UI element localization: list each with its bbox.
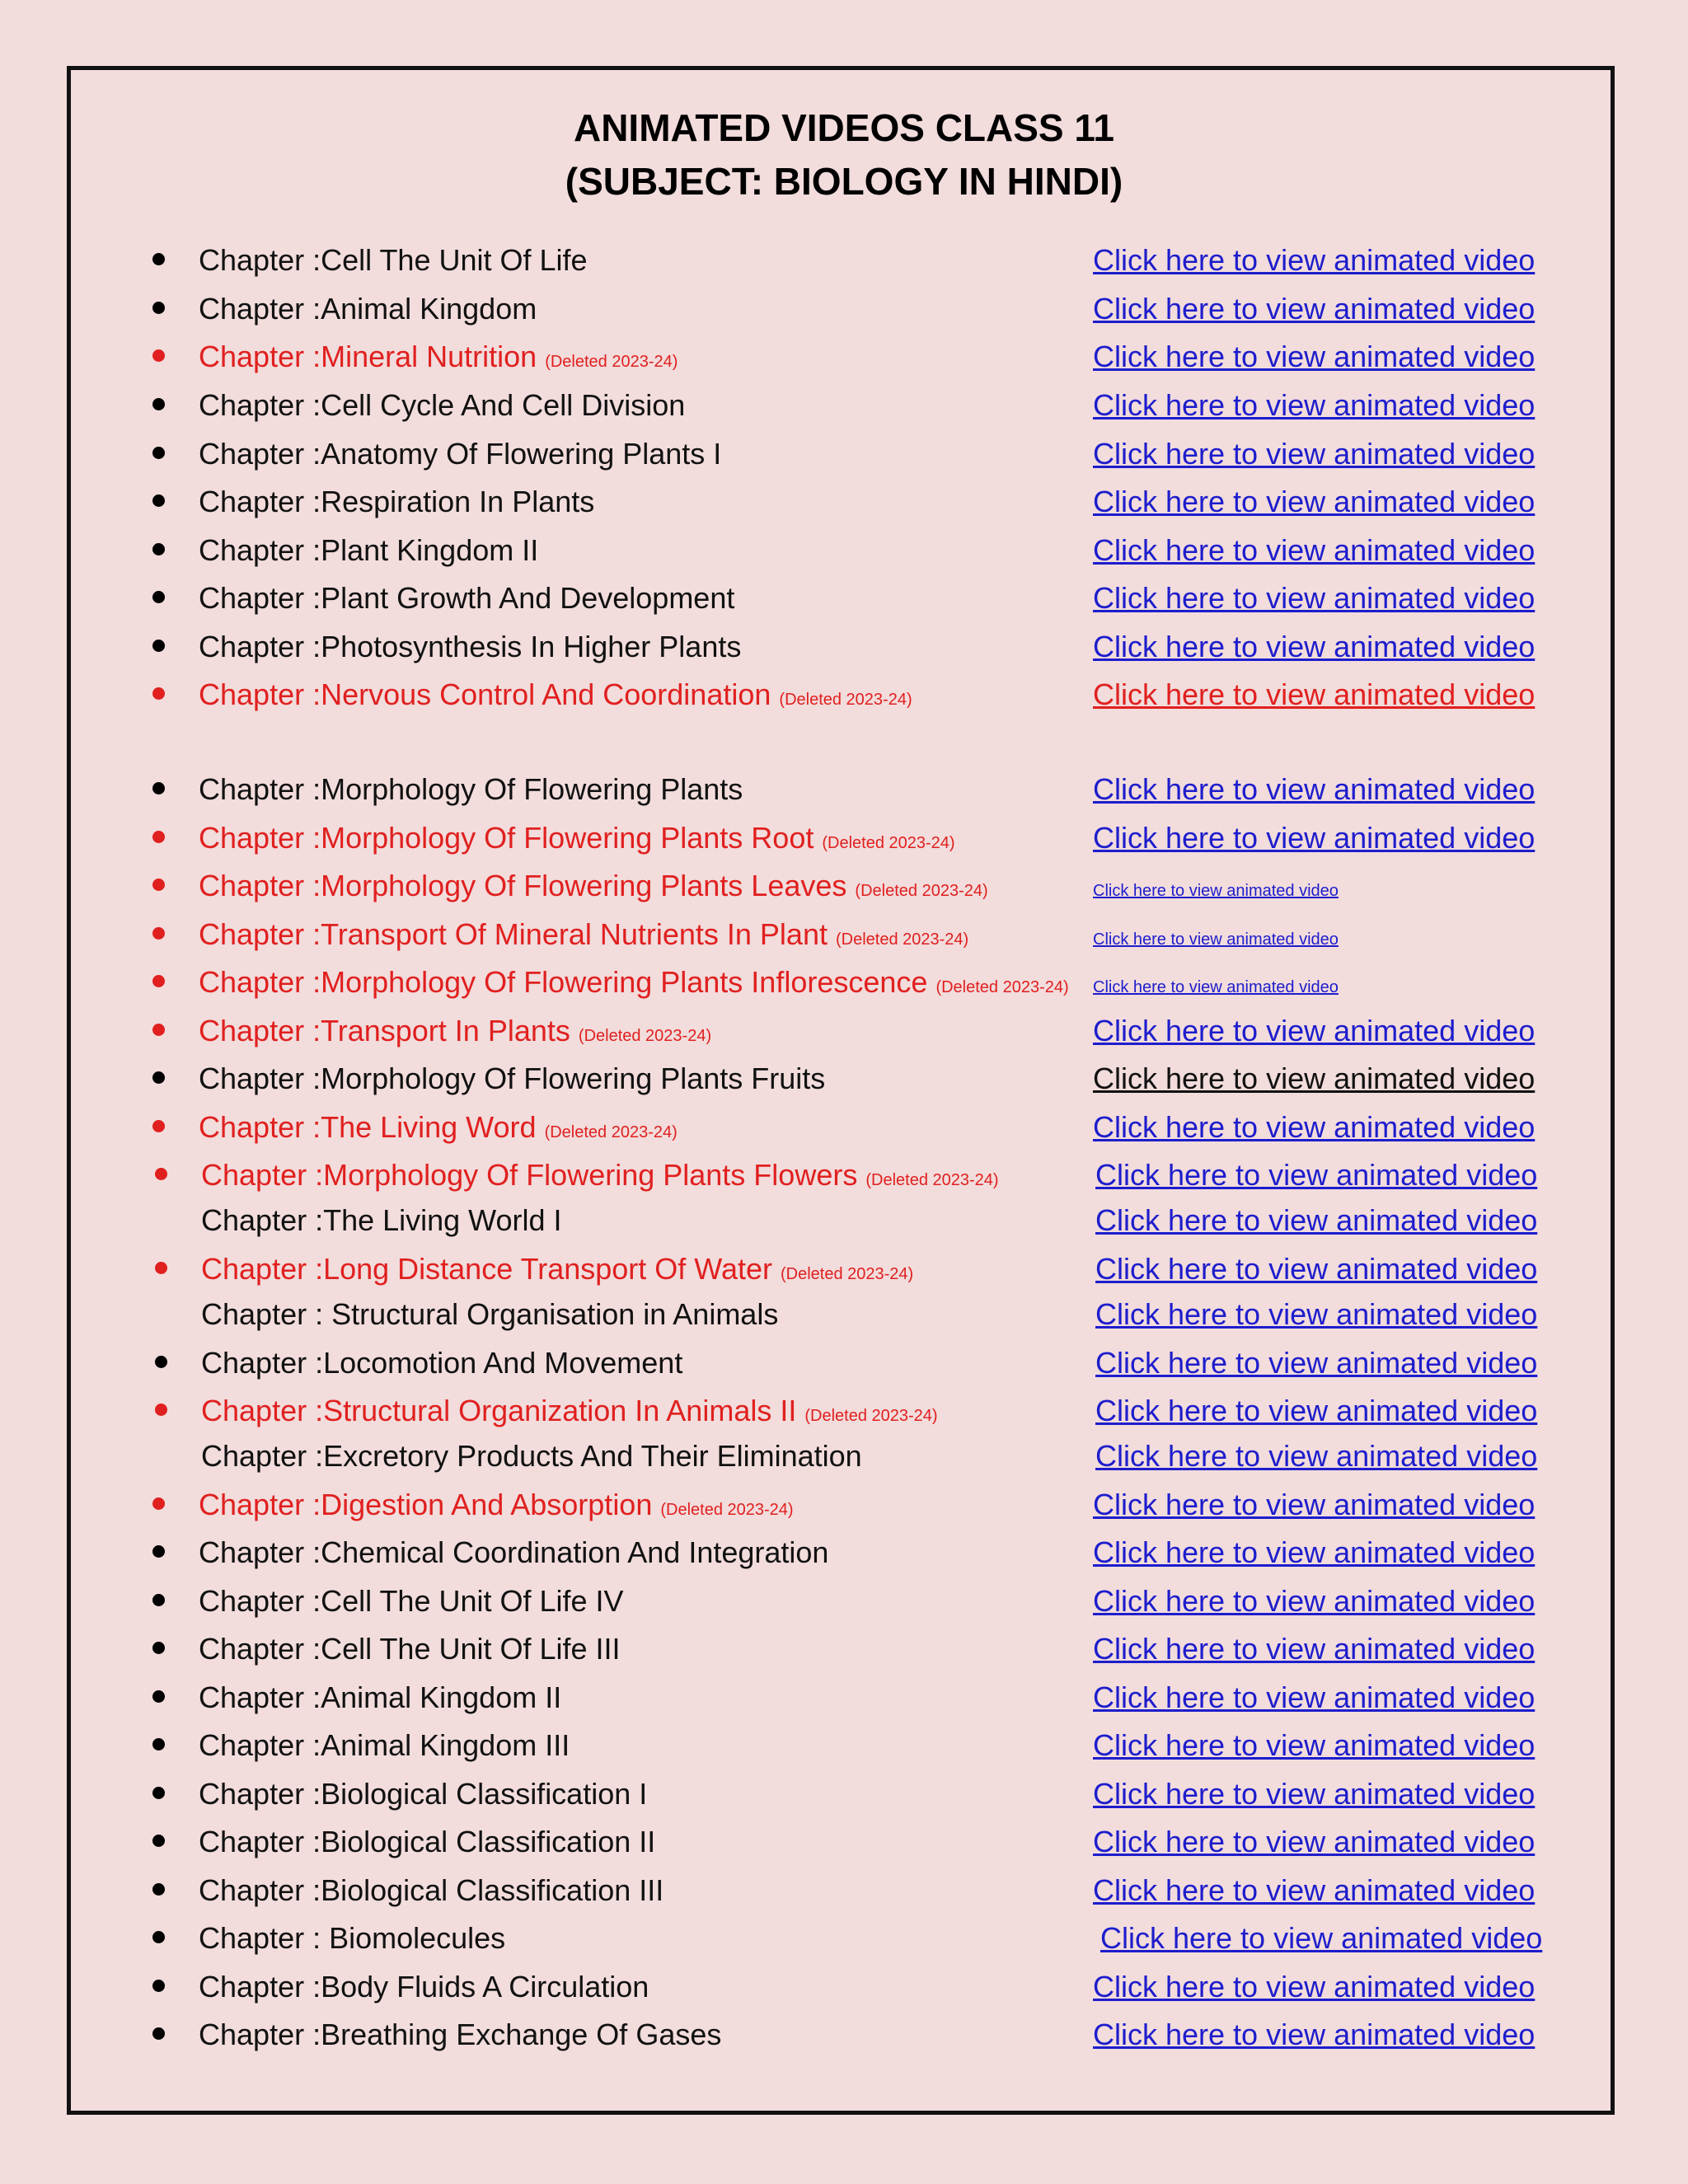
view-video-link[interactable]: Click here to view animated video <box>1093 1488 1536 1521</box>
deleted-note: (Deleted 2023-24) <box>545 353 678 371</box>
chapter-title <box>199 1972 649 2002</box>
chapter-title <box>199 871 988 901</box>
chapter-label: Chapter :Locomotion And Movement <box>201 1346 683 1380</box>
list-item <box>0 1629 1688 1671</box>
list-item <box>0 531 1688 572</box>
deleted-note: (Deleted 2023-24) <box>822 834 955 852</box>
chapter-label: Chapter :Structural Organization In Animals II <box>201 1394 797 1427</box>
list-item <box>0 963 1688 1004</box>
deleted-note: (Deleted 2023-24) <box>855 882 988 900</box>
chapter-label: Chapter :Animal Kingdom II <box>199 1680 562 1714</box>
view-video-link[interactable]: Click here to view animated video <box>1100 1921 1543 1955</box>
chapter-title <box>201 1203 562 1237</box>
view-video-link[interactable]: Click here to view animated video <box>1093 388 1536 422</box>
list-item <box>0 1726 1688 1767</box>
view-video-link[interactable]: Click here to view animated video <box>1095 1297 1538 1331</box>
list-item <box>0 241 1688 282</box>
chapter-label: Chapter :Cell The Unit Of Life IV <box>199 1584 624 1618</box>
bullet-icon <box>152 879 165 891</box>
list-item <box>0 1582 1688 1623</box>
view-video-link[interactable]: Click here to view animated video <box>1093 1873 1536 1907</box>
view-video-link[interactable]: Click here to view animated video <box>1093 485 1536 518</box>
list-item <box>0 1295 1688 1336</box>
list-item <box>0 1011 1688 1052</box>
view-video-link[interactable]: Click here to view animated video <box>1093 930 1339 949</box>
chapter-title <box>201 1297 779 1331</box>
chapter-title <box>201 1441 862 1471</box>
view-video-link[interactable]: Click here to view animated video <box>1093 1970 1536 2004</box>
deleted-note: (Deleted 2023-24) <box>779 691 912 709</box>
bullet-icon <box>152 398 165 410</box>
view-video-link[interactable]: Click here to view animated video <box>1093 630 1536 663</box>
chapter-label: Chapter :Anatomy Of Flowering Plants I <box>199 437 722 471</box>
chapter-title <box>199 677 912 711</box>
view-video-link[interactable]: Click here to view animated video <box>1093 1062 1536 1095</box>
deleted-note: (Deleted 2023-24) <box>578 1027 712 1045</box>
bullet-icon <box>152 349 165 362</box>
chapter-title <box>201 1160 999 1190</box>
bullet-icon <box>152 1883 165 1896</box>
view-video-link[interactable]: Click here to view animated video <box>1095 1158 1538 1192</box>
list-item <box>0 818 1688 860</box>
chapter-label: Chapter :Plant Growth And Development <box>199 581 735 615</box>
chapter-label: Chapter : Biomolecules <box>199 1921 506 1955</box>
bullet-icon <box>155 1404 167 1416</box>
bullet-icon <box>152 1642 165 1654</box>
list-item <box>0 915 1688 956</box>
list-item <box>0 1678 1688 1719</box>
view-video-link[interactable]: Click here to view animated video <box>1093 2018 1536 2051</box>
view-video-link[interactable]: Click here to view animated video <box>1093 581 1536 615</box>
chapter-title <box>199 1873 664 1907</box>
chapter-label: Chapter :Cell The Unit Of Life <box>199 243 588 277</box>
chapter-label: Chapter :Transport In Plants <box>199 1014 570 1047</box>
chapter-label: Chapter :The Living World I <box>201 1203 562 1237</box>
chapter-label: Chapter :Mineral Nutrition <box>199 340 537 373</box>
list-item <box>0 627 1688 668</box>
list-item <box>0 675 1688 716</box>
bullet-icon <box>152 494 165 507</box>
chapter-label: Chapter :Animal Kingdom III <box>199 1728 570 1762</box>
bullet-icon <box>152 1594 165 1606</box>
chapter-title <box>199 772 743 806</box>
deleted-note: (Deleted 2023-24) <box>660 1501 794 1519</box>
view-video-link[interactable]: Click here to view animated video <box>1093 1110 1536 1144</box>
bullet-icon <box>152 1024 165 1036</box>
chapter-label: Chapter :Biological Classification III <box>199 1873 664 1907</box>
view-video-link[interactable]: Click here to view animated video <box>1093 533 1536 567</box>
bullet-icon <box>152 591 165 603</box>
bullet-icon <box>152 253 165 265</box>
bullet-icon <box>152 302 165 314</box>
chapter-title <box>199 1779 647 1809</box>
chapter-title <box>199 632 741 662</box>
view-video-link[interactable]: Click here to view animated video <box>1095 1203 1538 1237</box>
deleted-note: (Deleted 2023-24) <box>804 1407 938 1425</box>
view-video-link[interactable]: Click here to view animated video <box>1095 1439 1538 1473</box>
chapter-title <box>199 1535 829 1569</box>
list-item <box>0 1919 1688 1960</box>
bullet-icon <box>152 1980 165 1992</box>
chapter-title <box>199 2020 721 2050</box>
chapter-label: Chapter :Nervous Control And Coordination <box>199 677 771 711</box>
list-item <box>0 1201 1688 1242</box>
view-video-link[interactable]: Click here to view animated video <box>1093 1632 1536 1666</box>
list-item <box>0 289 1688 330</box>
view-video-link[interactable]: Click here to view animated video <box>1093 1825 1536 1858</box>
chapter-label: Chapter :Cell The Unit Of Life III <box>199 1632 621 1666</box>
list-item <box>0 1391 1688 1432</box>
chapter-label: Chapter :Animal Kingdom <box>199 292 537 326</box>
bullet-icon <box>155 1262 167 1274</box>
chapter-label: Chapter :Respiration In Plants <box>199 485 595 518</box>
chapter-title <box>199 294 537 324</box>
chapter-title <box>199 1634 621 1664</box>
chapter-label: Chapter :Morphology Of Flowering Plants Flowers <box>201 1158 858 1192</box>
chapter-label: Chapter : Structural Organisation in Animals <box>201 1297 779 1331</box>
chapter-title <box>199 1921 506 1955</box>
list-item <box>0 386 1688 427</box>
chapter-title <box>199 1728 570 1762</box>
chapter-title <box>199 1827 655 1857</box>
deleted-note: (Deleted 2023-24) <box>544 1123 678 1141</box>
view-video-link[interactable]: Click here to view animated video <box>1093 772 1536 806</box>
chapter-label: Chapter :Transport Of Mineral Nutrients In Plant <box>199 917 828 951</box>
chapter-title <box>199 1490 794 1520</box>
chapter-label: Chapter :Photosynthesis In Higher Plants <box>199 630 742 663</box>
bullet-icon <box>152 447 165 459</box>
view-video-link[interactable]: Click here to view animated video <box>1093 292 1536 326</box>
view-video-link[interactable]: Click here to view animated video <box>1093 1014 1536 1047</box>
list-item <box>0 1485 1688 1526</box>
bullet-icon <box>152 1497 165 1510</box>
chapter-label: Chapter :Cell Cycle And Cell Division <box>199 388 686 422</box>
chapter-label: Chapter :Biological Classification II <box>199 1825 656 1858</box>
bullet-icon <box>152 1071 165 1084</box>
chapter-label: Chapter :Breathing Exchange Of Gases <box>199 2018 722 2051</box>
bullet-icon <box>152 927 165 940</box>
list-item <box>0 2015 1688 2056</box>
list-item <box>0 337 1688 378</box>
list-item <box>0 1774 1688 1816</box>
chapter-label: Chapter :Morphology Of Flowering Plants Inflorescence <box>199 965 928 999</box>
chapter-label: Chapter :Chemical Coordination And Integration <box>199 1535 829 1569</box>
chapter-label: Chapter :Morphology Of Flowering Plants <box>199 772 743 806</box>
list-item <box>0 1436 1688 1478</box>
bullet-icon <box>152 975 165 987</box>
view-video-link[interactable]: Click here to view animated video <box>1095 1394 1538 1427</box>
deleted-note: (Deleted 2023-24) <box>836 930 969 949</box>
bullet-icon <box>152 543 165 555</box>
bullet-icon <box>152 831 165 843</box>
bullet-icon <box>152 1835 165 1847</box>
view-video-link[interactable]: Click here to view animated video <box>1093 437 1536 471</box>
view-video-link[interactable]: Click here to view animated video <box>1095 1252 1538 1286</box>
list-item <box>0 1108 1688 1149</box>
bullet-icon <box>152 687 165 700</box>
chapter-title <box>201 1396 938 1426</box>
bullet-icon <box>152 1120 165 1132</box>
view-video-link[interactable]: Click here to view animated video <box>1093 1680 1536 1714</box>
chapter-label: Chapter :Long Distance Transport Of Water <box>201 1252 772 1286</box>
view-video-link[interactable]: Click here to view animated video <box>1093 243 1536 277</box>
chapter-label: Chapter :Digestion And Absorption <box>199 1488 653 1521</box>
view-video-link[interactable]: Click here to view animated video <box>1093 1777 1536 1811</box>
chapter-title <box>199 965 1069 999</box>
list-item <box>0 579 1688 620</box>
bullet-icon <box>152 782 165 794</box>
chapter-title <box>199 243 588 277</box>
chapter-title <box>199 1064 825 1094</box>
bullet-icon <box>152 1690 165 1703</box>
bullet-icon <box>152 1738 165 1750</box>
deleted-note: (Deleted 2023-24) <box>865 1171 999 1189</box>
view-video-link[interactable]: Click here to view animated video <box>1093 340 1536 373</box>
bullet-icon <box>155 1356 167 1368</box>
view-video-link[interactable]: Click here to view animated video <box>1093 978 1339 996</box>
view-video-link[interactable]: Click here to view animated video <box>1093 1535 1536 1569</box>
list-item <box>0 482 1688 523</box>
view-video-link[interactable]: Click here to view animated video <box>1093 882 1339 900</box>
chapter-title <box>199 388 686 422</box>
bullet-icon <box>152 1931 165 1943</box>
chapter-title <box>199 487 594 517</box>
list-item <box>0 1249 1688 1291</box>
list-item <box>0 1059 1688 1100</box>
chapter-title <box>199 1586 624 1616</box>
list-item <box>0 770 1688 811</box>
view-video-link[interactable]: Click here to view animated video <box>1095 1346 1538 1380</box>
chapter-title <box>201 1348 682 1378</box>
chapter-title <box>199 342 678 372</box>
chapter-title <box>199 583 734 613</box>
list-item <box>0 1533 1688 1574</box>
chapter-title <box>199 1680 562 1714</box>
chapter-label: Chapter :Morphology Of Flowering Plants Fruits <box>199 1062 826 1095</box>
chapter-label: Chapter :Excretory Products And Their Elimination <box>201 1439 862 1473</box>
bullet-icon <box>152 1787 165 1799</box>
view-video-link[interactable]: Click here to view animated video <box>1093 677 1536 711</box>
bullet-icon <box>152 640 165 652</box>
chapter-label: Chapter :The Living Word <box>199 1110 537 1144</box>
chapter-title <box>199 1110 678 1144</box>
chapter-title <box>199 533 539 567</box>
chapter-label: Chapter :Plant Kingdom II <box>199 533 539 567</box>
chapter-title <box>199 439 721 469</box>
chapter-title <box>199 917 969 951</box>
chapter-title <box>199 823 955 853</box>
view-video-link[interactable]: Click here to view animated video <box>1093 1584 1536 1618</box>
chapter-label: Chapter :Morphology Of Flowering Plants Root <box>199 821 814 855</box>
list-item <box>0 1822 1688 1863</box>
list-item <box>0 1871 1688 1912</box>
bullet-icon <box>152 2027 165 2040</box>
page-title-line-1: ANIMATED VIDEOS CLASS 11 <box>573 106 1115 149</box>
page-title-line-2: (SUBJECT: BIOLOGY IN HINDI) <box>565 160 1123 203</box>
deleted-note: (Deleted 2023-24) <box>781 1265 914 1283</box>
chapter-label: Chapter :Body Fluids A Circulation <box>199 1970 649 2004</box>
deleted-note: (Deleted 2023-24) <box>935 978 1069 996</box>
chapter-title <box>199 1016 711 1046</box>
view-video-link[interactable]: Click here to view animated video <box>1093 1728 1536 1762</box>
list-item <box>0 434 1688 476</box>
list-item <box>0 1155 1688 1197</box>
bullet-icon <box>152 1545 165 1558</box>
list-item <box>0 1967 1688 2008</box>
bullet-icon <box>155 1168 167 1180</box>
list-item <box>0 866 1688 907</box>
chapter-label: Chapter :Biological Classification I <box>199 1777 648 1811</box>
view-video-link[interactable]: Click here to view animated video <box>1093 821 1536 855</box>
list-item <box>0 1343 1688 1385</box>
chapter-title <box>201 1254 913 1284</box>
chapter-label: Chapter :Morphology Of Flowering Plants Leaves <box>199 869 847 902</box>
